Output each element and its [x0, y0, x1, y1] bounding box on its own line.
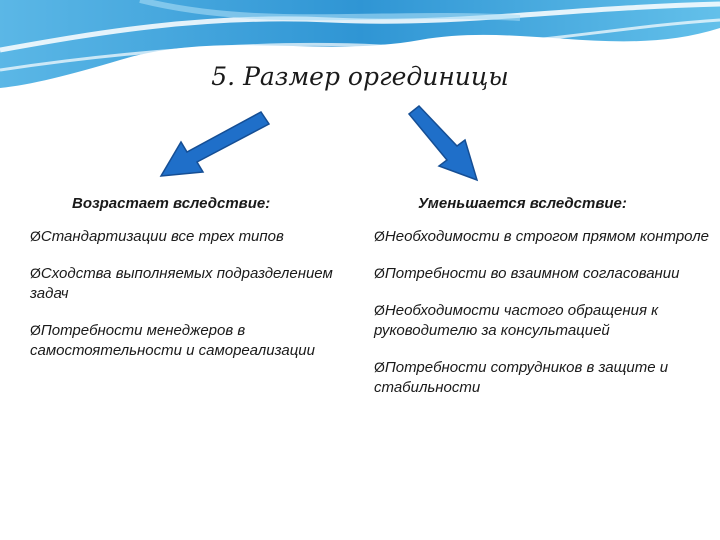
arrow-bullet-icon: Ø — [374, 265, 385, 281]
decorative-wave-banner — [0, 0, 720, 120]
arrow-down-right-icon — [395, 104, 495, 186]
list-item: ØПотребности во взаимном согласовании — [374, 265, 680, 282]
list-item: ØНеобходимости частого обращения к руководителю за консультацией — [374, 302, 659, 339]
arrow-bullet-icon: Ø — [374, 302, 385, 318]
left-bullet-list — [30, 226, 350, 377]
arrow-bullet-icon: Ø — [374, 228, 385, 244]
list-item: ØНеобходимости в строгом прямом контроле — [374, 228, 709, 245]
right-column-heading: Уменьшается вследствие: — [418, 195, 627, 212]
slide-title: 5. Размер оргединицы — [211, 62, 509, 91]
list-item: ØПотребности менеджеров в самостоятельности и самореализации — [30, 322, 315, 359]
list-item: ØСходства выполняемых подразделением задач — [30, 265, 333, 302]
arrow-bullet-icon: Ø — [30, 265, 41, 281]
right-bullet-list — [374, 226, 714, 414]
list-item: ØСтандартизации все трех типов — [30, 228, 284, 245]
arrow-bullet-icon: Ø — [30, 228, 41, 244]
left-column-heading: Возрастает вследствие: — [72, 195, 271, 212]
list-item: ØПотребности сотрудников в защите и стабильности — [374, 359, 669, 396]
arrow-bullet-icon: Ø — [374, 359, 385, 375]
arrow-bullet-icon: Ø — [30, 322, 41, 338]
arrow-down-left-icon — [145, 104, 275, 184]
